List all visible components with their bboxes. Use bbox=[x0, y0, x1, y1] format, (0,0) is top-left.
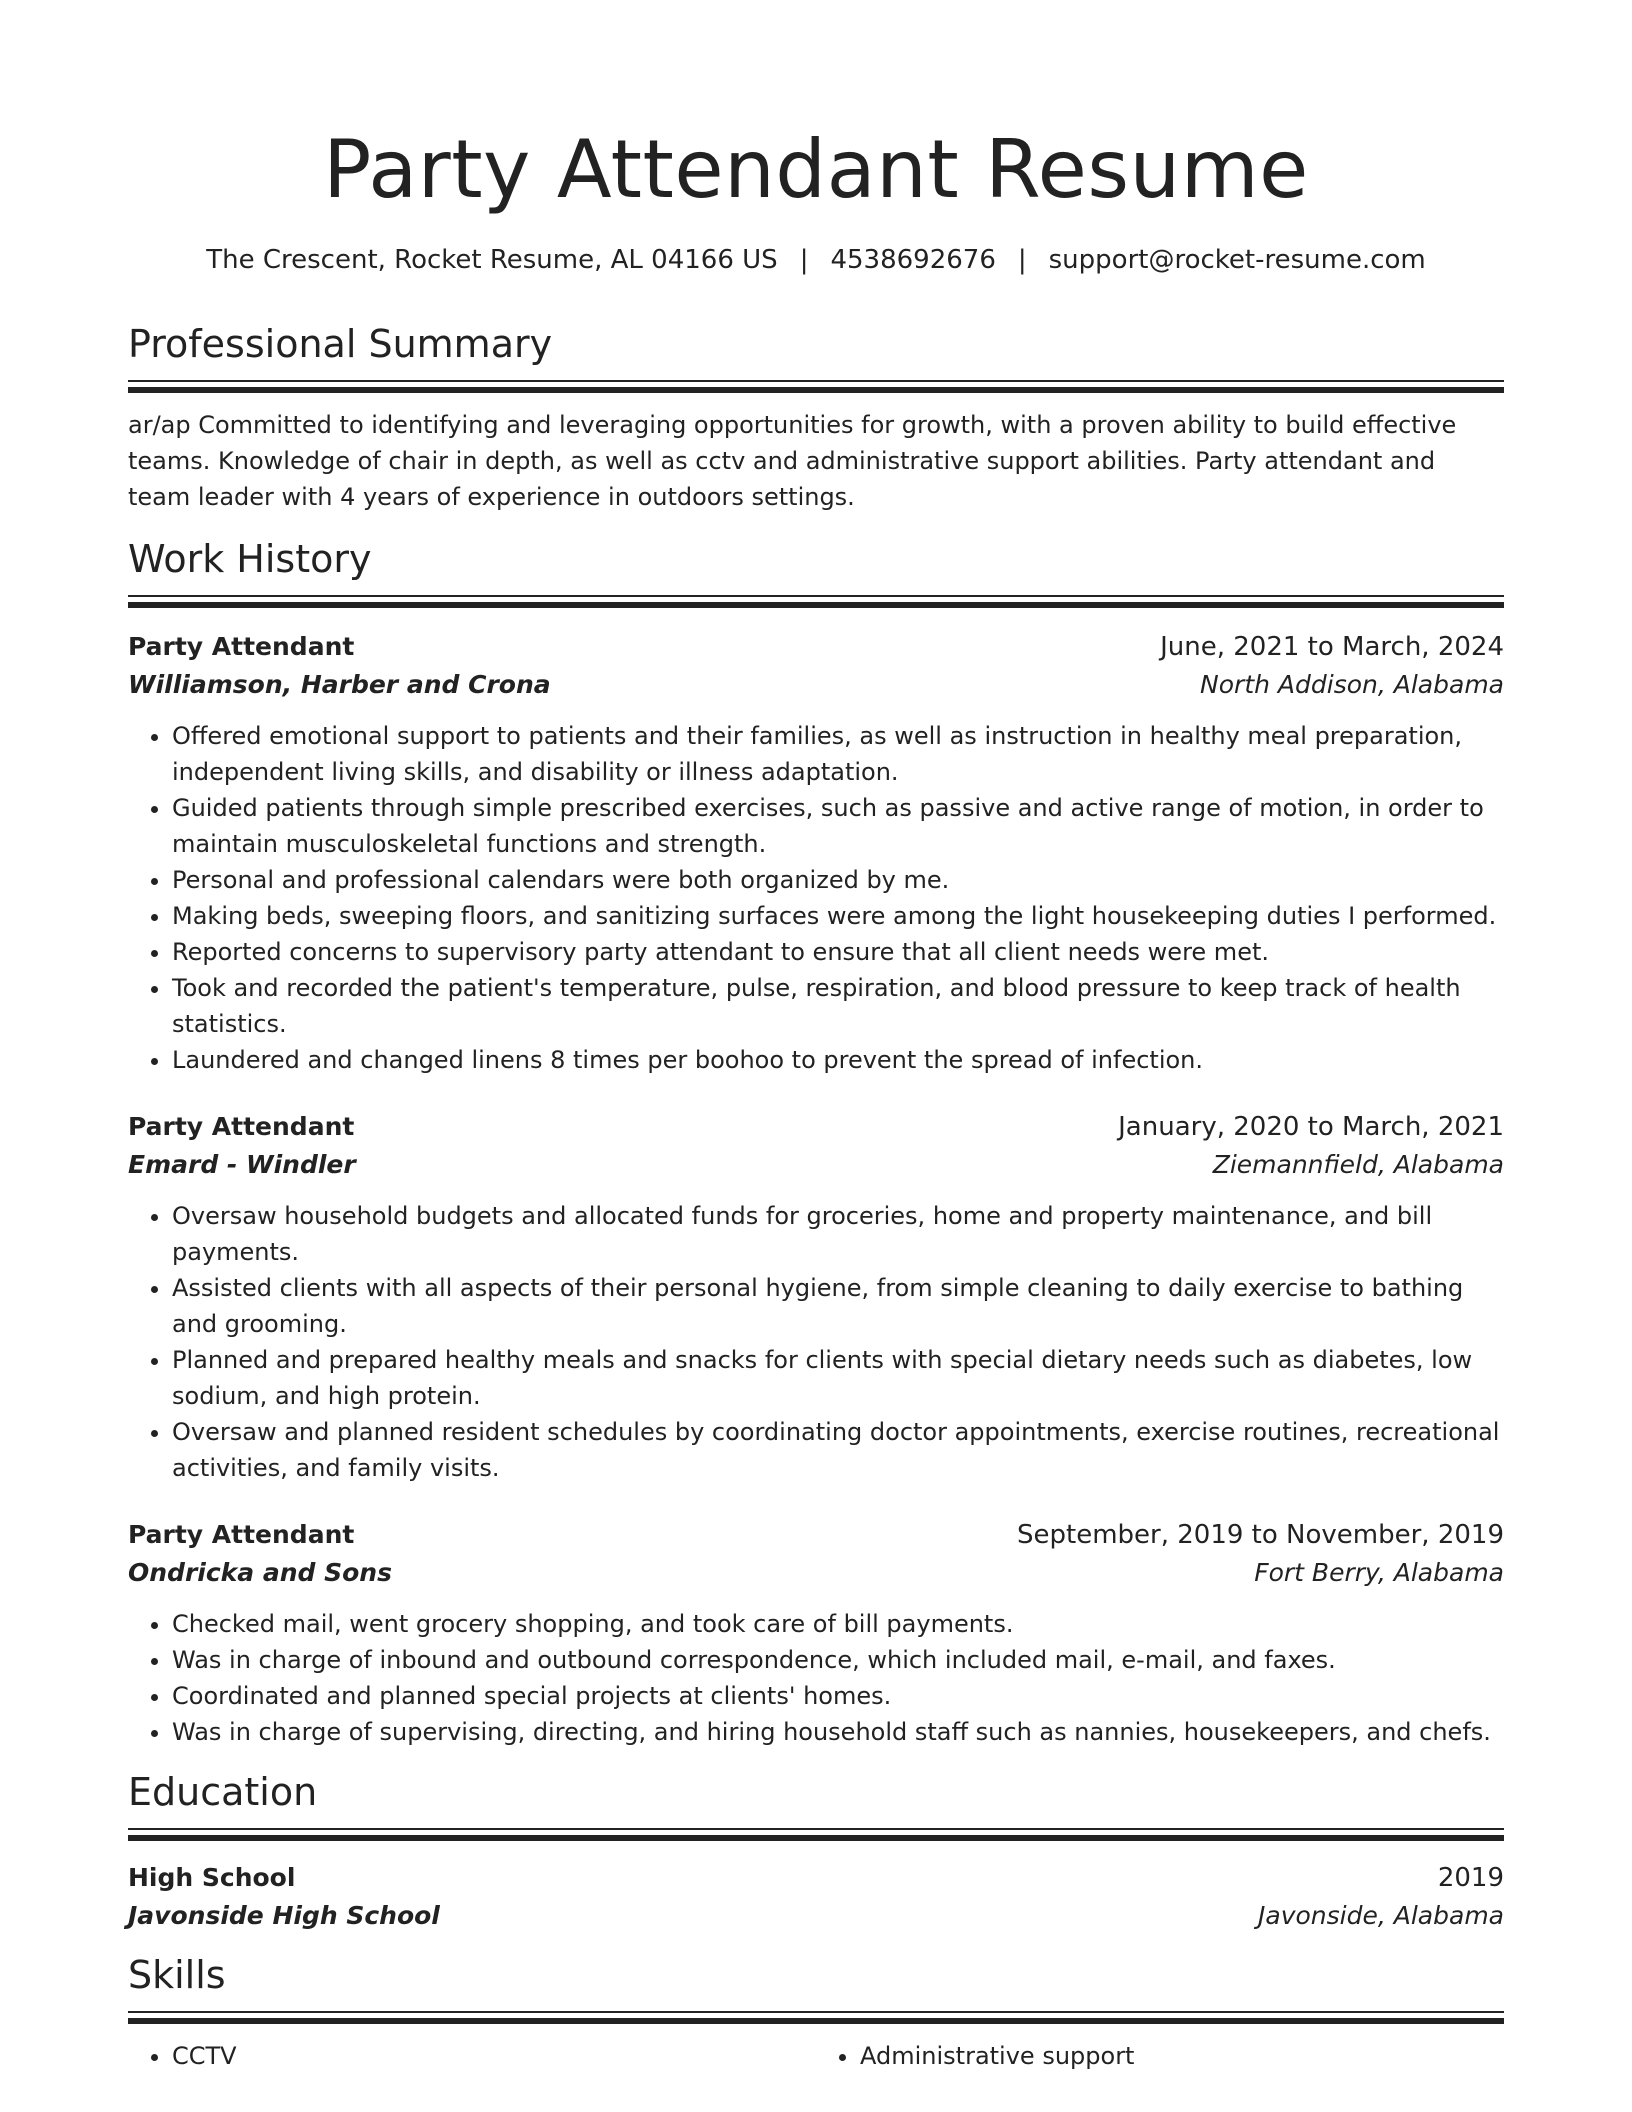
section-divider bbox=[128, 595, 1504, 608]
skill-item: • Administrative support bbox=[860, 2038, 1504, 2074]
resume-title: Party Attendant Resume bbox=[323, 123, 1309, 216]
contact-separator: | bbox=[1017, 245, 1027, 275]
section-divider bbox=[128, 380, 1504, 393]
job-entry bbox=[128, 628, 1504, 1078]
job-bullet: • Planned and prepared healthy meals and snacks for clients with special dietary needs such as diabetes, low sodium, and high protein. bbox=[172, 1342, 1504, 1414]
job-bullet: • Making beds, sweeping floors, and sanitizing surfaces were among the light housekeeping duties I performed. bbox=[172, 898, 1504, 934]
education-location: Javonside, Alabama bbox=[1258, 1901, 1504, 1930]
job-bullet: • Took and recorded the patient's temperature, pulse, respiration, and blood pressure to keep track of health statistics. bbox=[172, 970, 1504, 1042]
education-section bbox=[128, 1768, 1504, 1935]
section-divider bbox=[128, 2011, 1504, 2024]
job-bullet: • Checked mail, went grocery shopping, and took care of bill payments. bbox=[172, 1606, 1504, 1642]
skills-column bbox=[128, 2038, 816, 2074]
contact-separator: | bbox=[799, 245, 809, 275]
job-location: Ziemannfield, Alabama bbox=[1212, 1150, 1504, 1179]
section-title-education: Education bbox=[128, 1770, 318, 1814]
job-title: Party Attendant bbox=[128, 632, 355, 661]
summary-text: ar/ap Committed to identifying and leveraging opportunities for growth, with a proven ability to build effective teams. Knowledge of chair in depth, as well as cctv and administrative support abilities. Party attendant and team leader with 4 years of experience in outdoors settings. bbox=[128, 411, 1457, 511]
job-bullet: • Laundered and changed linens 8 times per boohoo to prevent the spread of infection. bbox=[172, 1042, 1504, 1078]
professional-summary-section bbox=[128, 320, 1504, 515]
job-bullets bbox=[128, 1198, 1504, 1486]
contact-phone: 4538692676 bbox=[830, 245, 996, 275]
job-bullet: • Oversaw and planned resident schedules by coordinating doctor appointments, exercise routines, recreational activities, and family visits. bbox=[172, 1414, 1504, 1486]
job-employer: Ondricka and Sons bbox=[128, 1558, 392, 1587]
job-bullet: • Was in charge of supervising, directing, and hiring household staff such as nannies, housekeepers, and chefs. bbox=[172, 1714, 1504, 1750]
contact-email: support@rocket-resume.com bbox=[1048, 245, 1426, 275]
job-location: North Addison, Alabama bbox=[1200, 670, 1504, 699]
job-dates: June, 2021 to March, 2024 bbox=[1160, 632, 1504, 662]
job-bullet: • Guided patients through simple prescribed exercises, such as passive and active range of motion, in order to maintain musculoskeletal functions and strength. bbox=[172, 790, 1504, 862]
job-location: Fort Berry, Alabama bbox=[1254, 1558, 1504, 1587]
job-bullets bbox=[128, 718, 1504, 1078]
job-entry bbox=[128, 1108, 1504, 1486]
job-title: Party Attendant bbox=[128, 1520, 355, 1549]
section-divider bbox=[128, 1828, 1504, 1841]
skills-list bbox=[128, 2038, 1504, 2074]
job-bullets bbox=[128, 1606, 1504, 1750]
job-bullet: • Reported concerns to supervisory party attendant to ensure that all client needs were met. bbox=[172, 934, 1504, 970]
education-entry bbox=[128, 1859, 1504, 1935]
job-employer: Williamson, Harber and Crona bbox=[128, 670, 551, 699]
skills-column bbox=[816, 2038, 1504, 2074]
education-degree: High School bbox=[128, 1863, 296, 1892]
section-title-work-history: Work History bbox=[128, 537, 372, 581]
skills-section bbox=[128, 1951, 1504, 2074]
section-title-skills: Skills bbox=[128, 1953, 226, 1997]
contact-line bbox=[128, 242, 1504, 278]
section-title-professional-summary: Professional Summary bbox=[128, 322, 553, 366]
education-year: 2019 bbox=[1437, 1863, 1504, 1893]
job-entry bbox=[128, 1516, 1504, 1750]
work-history-section bbox=[128, 535, 1504, 1750]
job-dates: September, 2019 to November, 2019 bbox=[1017, 1520, 1504, 1550]
job-bullet: • Was in charge of inbound and outbound correspondence, which included mail, e-mail, and faxes. bbox=[172, 1642, 1504, 1678]
job-bullet: • Oversaw household budgets and allocated funds for groceries, home and property maintenance, and bill payments. bbox=[172, 1198, 1504, 1270]
job-bullet: • Assisted clients with all aspects of their personal hygiene, from simple cleaning to daily exercise to bathing and grooming. bbox=[172, 1270, 1504, 1342]
job-bullet: • Personal and professional calendars were both organized by me. bbox=[172, 862, 1504, 898]
job-bullet: • Offered emotional support to patients and their families, as well as instruction in healthy meal preparation, independent living skills, and disability or illness adaptation. bbox=[172, 718, 1504, 790]
education-school: Javonside High School bbox=[128, 1901, 440, 1930]
skill-item: • CCTV bbox=[172, 2038, 816, 2074]
job-dates: January, 2020 to March, 2021 bbox=[1118, 1112, 1504, 1142]
contact-address: The Crescent, Rocket Resume, AL 04166 US bbox=[206, 245, 778, 275]
job-employer: Emard - Windler bbox=[128, 1150, 356, 1179]
job-title: Party Attendant bbox=[128, 1112, 355, 1141]
job-bullet: • Coordinated and planned special projects at clients' homes. bbox=[172, 1678, 1504, 1714]
